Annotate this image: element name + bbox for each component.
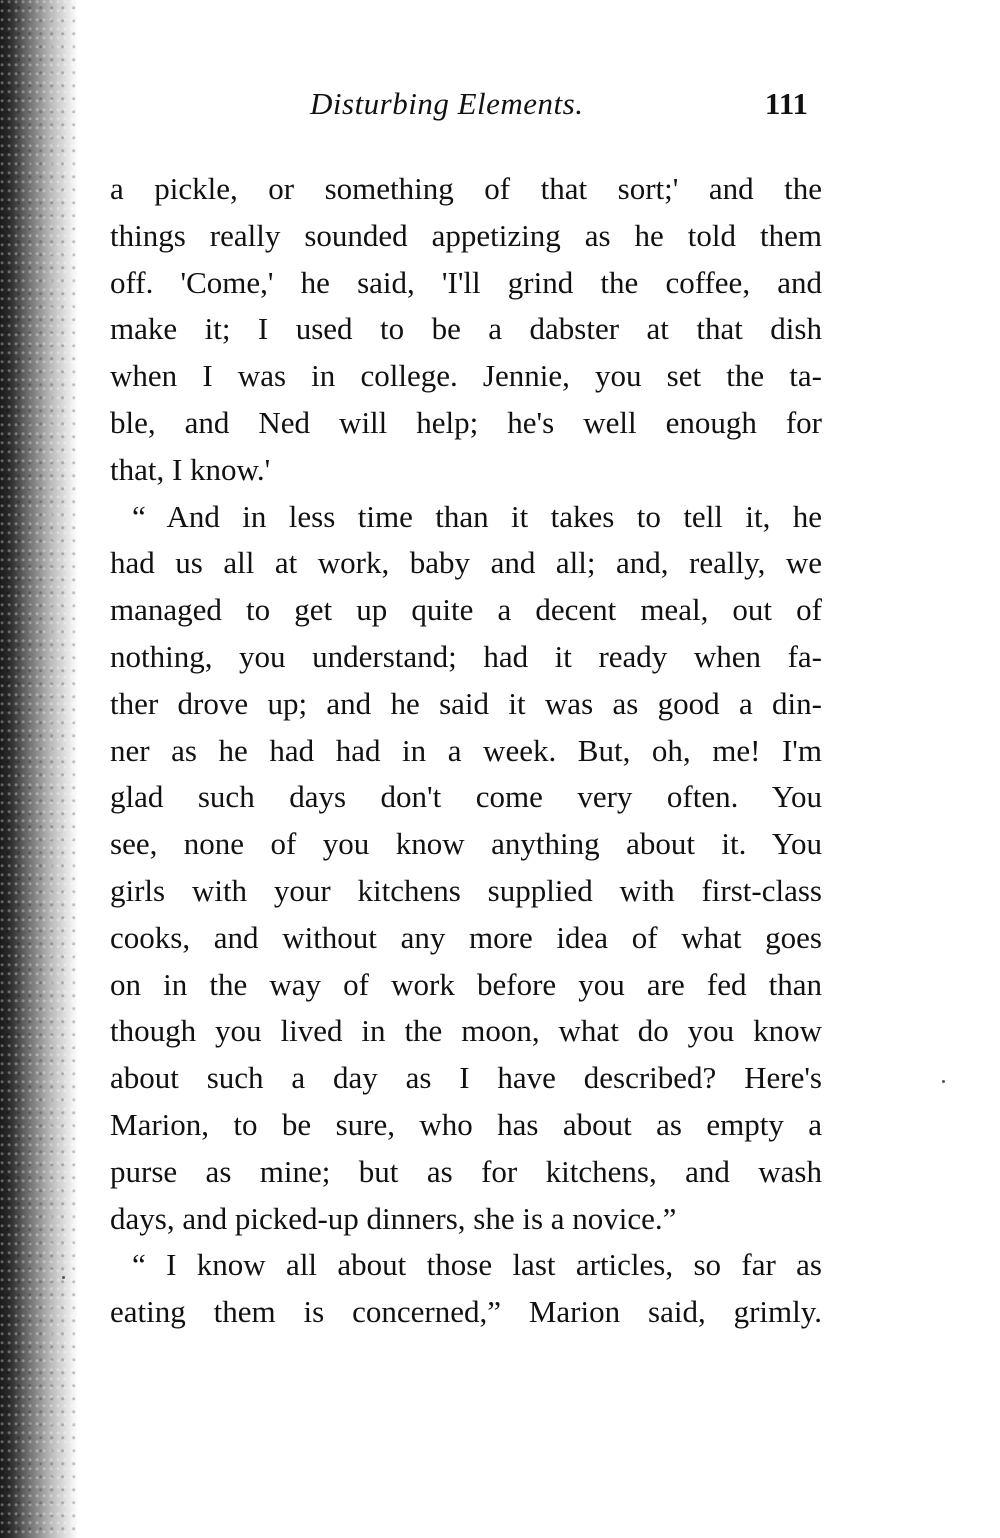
page-header: [110, 86, 810, 126]
text-line: Marion, to be sure, who has about as empty a: [110, 1106, 822, 1142]
text-line: that, I know.': [110, 451, 271, 487]
text-line: when I was in college. Jennie, you set the ta-: [110, 358, 822, 394]
page-gutter-texture: [0, 0, 78, 1538]
text-line: though you lived in the moon, what do you know: [110, 1013, 822, 1049]
text-line: glad such days don't come very often. You: [110, 779, 822, 815]
text-line: had us all at work, baby and all; and, really, we: [110, 545, 822, 581]
stray-ink-mark: [942, 1080, 945, 1083]
text-line: see, none of you know anything about it. You: [110, 826, 822, 862]
text-line: days, and picked-up dinners, she is a novice.”: [110, 1200, 677, 1236]
stray-ink-mark: [62, 1276, 65, 1279]
text-line: ble, and Ned will help; he's well enough for: [110, 404, 822, 440]
text-line: ner as he had had in a week. But, oh, me! I'm: [110, 732, 822, 768]
text-line: a pickle, or something of that sort;' and the: [110, 171, 822, 206]
text-line: off. 'Come,' he said, 'I'll grind the coffee, and: [110, 264, 822, 300]
text-line: things really sounded appetizing as he told them: [110, 217, 822, 253]
text-line: “ And in less time than it takes to tell it, he: [132, 498, 822, 534]
text-line: on in the way of work before you are fed than: [110, 966, 822, 1002]
text-line: nothing, you understand; had it ready when fa-: [110, 638, 822, 674]
page-number: 111: [764, 86, 808, 121]
running-title: Disturbing Elements.: [310, 86, 584, 121]
text-line: managed to get up quite a decent meal, out of: [110, 592, 822, 628]
body-text: [110, 166, 822, 1336]
text-line: cooks, and without any more idea of what goes: [110, 919, 822, 955]
text-line: “ I know all about those last articles, so far as: [132, 1247, 822, 1283]
text-line: purse as mine; but as for kitchens, and wash: [110, 1153, 822, 1189]
text-line: make it; I used to be a dabster at that dish: [110, 311, 822, 347]
text-line: eating them is concerned,” Marion said, grimly.: [110, 1294, 822, 1330]
text-line: girls with your kitchens supplied with first-class: [110, 872, 822, 908]
text-line: ther drove up; and he said it was as good a din-: [110, 685, 822, 721]
text-line: about such a day as I have described? Here's: [110, 1060, 822, 1096]
